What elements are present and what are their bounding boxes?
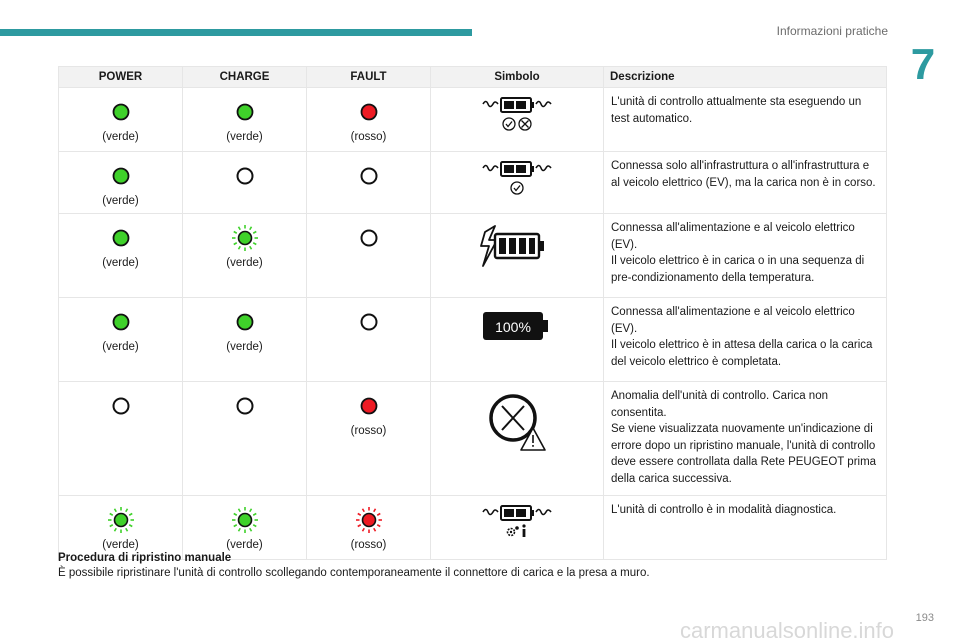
charge-cell — [183, 214, 307, 298]
fault-led-red-blink-icon — [355, 506, 383, 534]
power-cell — [59, 298, 183, 382]
charge-color-label: (verde) — [226, 131, 263, 143]
power-led-green-icon — [107, 308, 135, 336]
power-led-green-icon — [107, 224, 135, 252]
charge-color-label: (verde) — [226, 341, 263, 353]
table-row — [59, 88, 887, 152]
fault-cell — [307, 382, 431, 496]
description-cell: L'unità di controllo attualmente sta eseguendo un test automatico. — [604, 88, 887, 152]
description-cell: Connessa all'alimentazione e al veicolo elettrico (EV). Il veicolo elettrico è in carica o in una sequenza di pre-condizionamento della temperatura. — [604, 214, 887, 298]
col-header-symbol: Simbolo — [431, 67, 604, 88]
charge-color-label: (verde) — [226, 257, 263, 269]
power-color-label: (verde) — [102, 257, 139, 269]
col-header-fault: FAULT — [307, 67, 431, 88]
power-led-green-icon — [107, 162, 135, 190]
battery-check-icon — [479, 160, 555, 201]
fault-led-off-icon — [355, 308, 383, 336]
battery-charging-icon — [479, 222, 555, 277]
charge-led-off-icon — [231, 392, 259, 420]
watermark: carmanualsonline.info — [680, 618, 895, 643]
table-row — [59, 382, 887, 496]
header-accent-bar — [0, 29, 472, 36]
symbol-cell — [431, 88, 604, 152]
battery-check-cross-icon — [479, 96, 555, 137]
power-led-green-icon — [107, 98, 135, 126]
power-led-green-blink-icon — [107, 506, 135, 534]
symbol-cell — [431, 152, 604, 214]
charge-cell — [183, 88, 307, 152]
symbol-cell — [431, 382, 604, 496]
table-header-row — [59, 67, 887, 88]
table-row — [59, 298, 887, 382]
col-header-charge: CHARGE — [183, 67, 307, 88]
led-status-table — [58, 66, 887, 560]
section-title: Informazioni pratiche — [776, 24, 888, 38]
power-cell — [59, 496, 183, 560]
fault-led-off-icon — [355, 162, 383, 190]
charge-led-green-blink-icon — [231, 506, 259, 534]
procedure-title: Procedura di ripristino manuale — [58, 552, 232, 564]
table-row — [59, 214, 887, 298]
charge-led-off-icon — [231, 162, 259, 190]
fault-led-red-icon — [355, 98, 383, 126]
symbol-cell — [431, 214, 604, 298]
charge-color-label: (verde) — [226, 539, 263, 551]
charge-led-green-icon — [231, 98, 259, 126]
power-color-label: (verde) — [102, 341, 139, 353]
chapter-number: 7 — [910, 40, 936, 89]
battery-full-icon — [479, 306, 555, 349]
table-row — [59, 152, 887, 214]
power-cell — [59, 382, 183, 496]
col-header-description: Descrizione — [604, 67, 887, 88]
power-color-label: (verde) — [102, 195, 139, 207]
page-number: 193 — [915, 612, 934, 624]
fault-cell — [307, 214, 431, 298]
charge-cell — [183, 382, 307, 496]
fault-led-red-icon — [355, 392, 383, 420]
power-color-label: (verde) — [102, 539, 139, 551]
fault-color-label: (rosso) — [350, 539, 387, 551]
fault-cell — [307, 88, 431, 152]
fault-warning-icon — [479, 390, 555, 457]
table-row — [59, 496, 887, 560]
fault-cell — [307, 298, 431, 382]
fault-color-label: (rosso) — [350, 425, 387, 437]
battery-percentage-text: 100% — [495, 319, 531, 335]
power-cell — [59, 152, 183, 214]
symbol-cell — [431, 298, 604, 382]
power-led-off-icon — [107, 392, 135, 420]
power-cell — [59, 214, 183, 298]
charge-led-green-blink-icon — [231, 224, 259, 252]
fault-cell — [307, 496, 431, 560]
procedure-text: È possibile ripristinare l'unità di controllo scollegando contemporaneamente il connettore di carica e la presa a muro. — [58, 566, 650, 579]
fault-led-off-icon — [355, 224, 383, 252]
description-cell: Anomalia dell'unità di controllo. Carica non consentita. Se viene visualizzata nuovamente un'indicazione di errore dopo un ripristino manuale, l'unità di controllo deve essere controllata dalla Rete PEUGEOT prima della carica successiva. — [604, 382, 887, 496]
description-cell: L'unità di controllo è in modalità diagnostica. — [604, 496, 887, 560]
charge-cell — [183, 496, 307, 560]
fault-color-label: (rosso) — [350, 131, 387, 143]
charge-led-green-icon — [231, 308, 259, 336]
battery-diagnostic-icon — [479, 504, 555, 545]
description-cell: Connessa all'alimentazione e al veicolo elettrico (EV). Il veicolo elettrico è in attesa della carica o la carica del veicolo elettrico è completata. — [604, 298, 887, 382]
symbol-cell — [431, 496, 604, 560]
power-cell — [59, 88, 183, 152]
charge-cell — [183, 298, 307, 382]
power-color-label: (verde) — [102, 131, 139, 143]
col-header-power: POWER — [59, 67, 183, 88]
fault-cell — [307, 152, 431, 214]
reset-procedure — [58, 551, 898, 580]
charge-cell — [183, 152, 307, 214]
description-cell: Connessa solo all'infrastruttura o all'infrastruttura e al veicolo elettrico (EV), ma la carica non è in corso. — [604, 152, 887, 214]
